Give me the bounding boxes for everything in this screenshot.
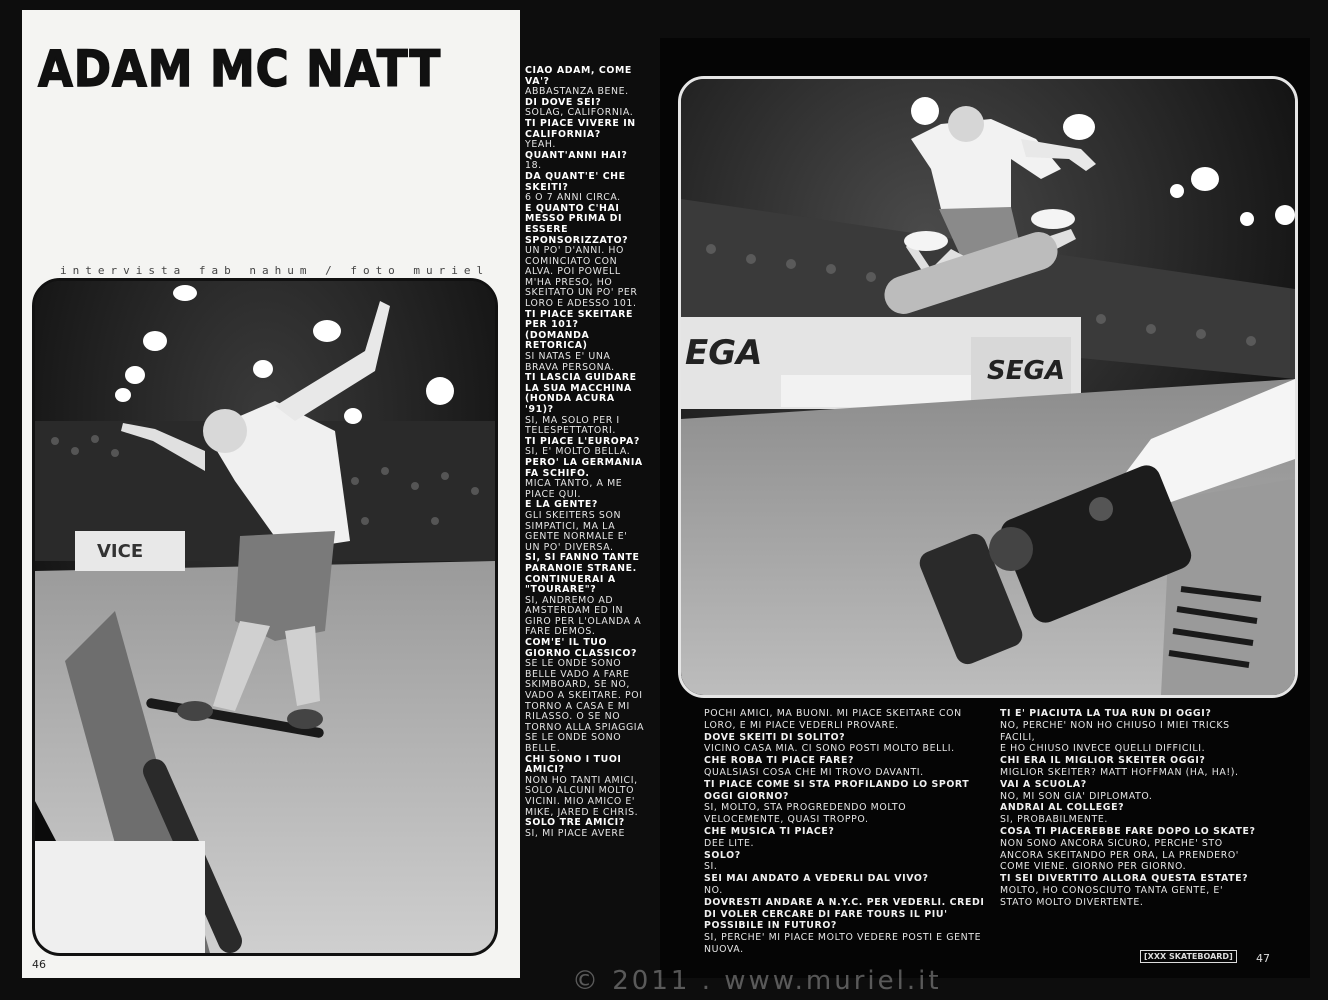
interview-question: E QUANTO C'HAI MESSO PRIMA DI ESSERE SPONSORIZZATO? (525, 202, 629, 246)
interview-question: TI PIACE SKEITARE PER 101? (DOMANDA RETORICA) (525, 308, 633, 352)
interview-answer: 18. (525, 160, 542, 172)
interview-answer: MIGLIOR SKEITER? MATT HOFFMAN (HA, HA!). (1000, 766, 1239, 778)
interview-question: SEI MAI ANDATO A VEDERLI DAL VIVO? (704, 873, 929, 885)
interview-question: CHE MUSICA TI PIACE? (704, 825, 835, 837)
interview-question: TI SEI DIVERTITO ALLORA QUESTA ESTATE? (1000, 873, 1249, 885)
interview-question: CIAO ADAM, COME VA'? (525, 66, 632, 87)
interview-answer: SE LE ONDE SONO BELLE VADO A FARE SKIMBOARD, SE NO, VADO A SKEITARE. POI TORNO A CASA E MI RILASSO. O SE NO TORNO ALLA SPIAGGIA SE LE ONDE SONO BELLE. (525, 658, 645, 754)
interview-answer: MOLTO, HO CONOSCIUTO TANTA GENTE, E' STATO MOLTO DIVERTENTE. (1000, 884, 1224, 908)
interview-answer: NO. (704, 884, 723, 896)
interview-question: VAI A SCUOLA? (1000, 778, 1087, 790)
interview-answer: SI. (704, 861, 718, 873)
interview-answer: NON SONO ANCORA SICURO, PERCHE' STO ANCORA SKEITANDO PER ORA, LA PRENDERO' COME VIENE. GIORNO PER GIORNO. (1000, 837, 1239, 873)
interview-answer: SI, PROBABILMENTE. (1000, 814, 1108, 826)
interview-question: QUANT'ANNI HAI? (525, 149, 628, 161)
sega-banner-left: EGA (685, 333, 763, 373)
interview-answer: SI, PERCHE' MI PIACE MOLTO VEDERE POSTI E GENTE NUOVA. (704, 932, 982, 955)
photo-credit: intervista fab nahum / foto muriel (60, 264, 490, 277)
interview-answer: NO, PERCHE' NON HO CHIUSO I MIEI TRICKS FACILI, (1000, 719, 1230, 743)
svg-text:VICE: VICE (97, 541, 144, 562)
page-number-right: 47 (1256, 952, 1270, 965)
interview-question: PERO' LA GERMANIA FA SCHIFO. (525, 456, 643, 479)
article-title: ADAM MC NATT (38, 40, 442, 98)
interview-answer: 6 O 7 ANNI CIRCA. (525, 192, 621, 204)
interview-question: DA QUANT'E' CHE SKEITI? (525, 170, 626, 193)
interview-answer: SI, ANDREMO AD AMSTERDAM ED IN GIRO PER L'OLANDA A FARE DEMOS. (525, 594, 642, 638)
interview-answer: SI, MI PIACE AVERE (525, 827, 626, 839)
interview-column (525, 66, 645, 966)
interview-answer: YEAH. (525, 139, 556, 151)
copyright-watermark: © 2011 . www.muriel.it (572, 966, 942, 996)
skater-grind-photo (32, 278, 498, 956)
interview-answer: DEE LITE. (704, 837, 755, 849)
interview-question: TI E' PIACIUTA LA TUA RUN DI OGGI? (1000, 708, 1212, 719)
interview-answer: POCHI AMICI, MA BUONI. MI PIACE SKEITARE CON LORO, E MI PIACE VEDERLI PROVARE. (704, 708, 962, 731)
interview-answer: SI, MOLTO, STA PROGREDENDO MOLTO VELOCEMENTE, QUASI TROPPO. (704, 802, 907, 826)
interview-answer: VICINO CASA MIA. CI SONO POSTI MOLTO BELLI. (704, 743, 955, 755)
interview-question: COSA TI PIACEREBBE FARE DOPO LO SKATE? (1000, 825, 1256, 837)
interview-question: COM'E' IL TUO GIORNO CLASSICO? (525, 637, 638, 659)
interview-question: SOLO TRE AMICI? (525, 817, 625, 829)
page-number-left: 46 (32, 958, 46, 971)
interview-answer: ABBASTANZA BENE. (525, 86, 629, 98)
interview-question: DOVRESTI ANDARE A N.Y.C. PER VEDERLI. CREDI DI VOLER CERCARE DI FARE TOURS IL PIU' POSSIBILE IN FUTURO? (704, 896, 985, 932)
interview-question: SOLO? (704, 849, 741, 861)
grind-photo-illustration (35, 281, 495, 953)
skater-air-photo (678, 76, 1298, 698)
interview-question: E LA GENTE? (525, 499, 598, 511)
interview-answer: MICA TANTO, A ME PIACE QUI. (525, 478, 623, 500)
interview-question: TI PIACE L'EUROPA? (525, 435, 640, 447)
interview-answer: E HO CHIUSO INVECE QUELLI DIFFICILI. (1000, 743, 1206, 755)
interview-answer: SI, MA SOLO PER I TELESPETTATORI. (525, 414, 620, 437)
interview-question: TI LASCIA GUIDARE LA SUA MACCHINA (HONDA ACURA '91)? (525, 372, 637, 415)
interview-question: DOVE SKEITI DI SOLITO? (704, 731, 846, 743)
interview-answer: SOLAG, CALIFORNIA. (525, 107, 634, 119)
interview-answer: NO, MI SON GIA' DIPLOMATO. (1000, 790, 1153, 802)
interview-question: SI, SI FANNO TANTE PARANOIE STRANE. CONTINUERAI A "TOURARE"? (525, 552, 640, 596)
interview-bottom-column-right (1000, 708, 1256, 934)
interview-answer: QUALSIASI COSA CHE MI TROVO DAVANTI. (704, 766, 924, 778)
interview-question: CHI ERA IL MIGLIOR SKEITER OGGI? (1000, 755, 1206, 767)
interview-question: ANDRAI AL COLLEGE? (1000, 802, 1125, 814)
interview-bottom-column-left (704, 708, 986, 958)
interview-answer: UN PO' D'ANNI. HO COMINCIATO CON ALVA. POI POWELL M'HA PRESO, HO SKEITATO UN PO' PER LORO E ADESSO 101. (525, 245, 638, 310)
interview-answer: SI, E' MOLTO BELLA. (525, 446, 631, 458)
interview-question: TI PIACE VIVERE IN CALIFORNIA? (525, 117, 636, 140)
magazine-logo: [XXX SKATEBOARD] (1140, 950, 1237, 963)
interview-answer: GLI SKEITERS SON SIMPATICI, MA LA GENTE NORMALE E' UN PO' DIVERSA. (525, 509, 628, 553)
air-photo-illustration (681, 79, 1295, 695)
interview-answer: SI NATAS E' UNA BRAVA PERSONA. (525, 351, 615, 373)
interview-question: TI PIACE COME SI STA PROFILANDO LO SPORT OGGI GIORNO? (704, 778, 970, 802)
sega-banner-right: SEGA (987, 356, 1065, 386)
interview-question: CHE ROBA TI PIACE FARE? (704, 755, 855, 767)
interview-question: DI DOVE SEI? (525, 96, 602, 108)
interview-question: CHI SONO I TUOI AMICI? (525, 753, 622, 776)
interview-answer: NON HO TANTI AMICI, SOLO ALCUNI MOLTO VICINI. MIO AMICO E' MIKE, JARED E CHRIS. (525, 774, 639, 818)
